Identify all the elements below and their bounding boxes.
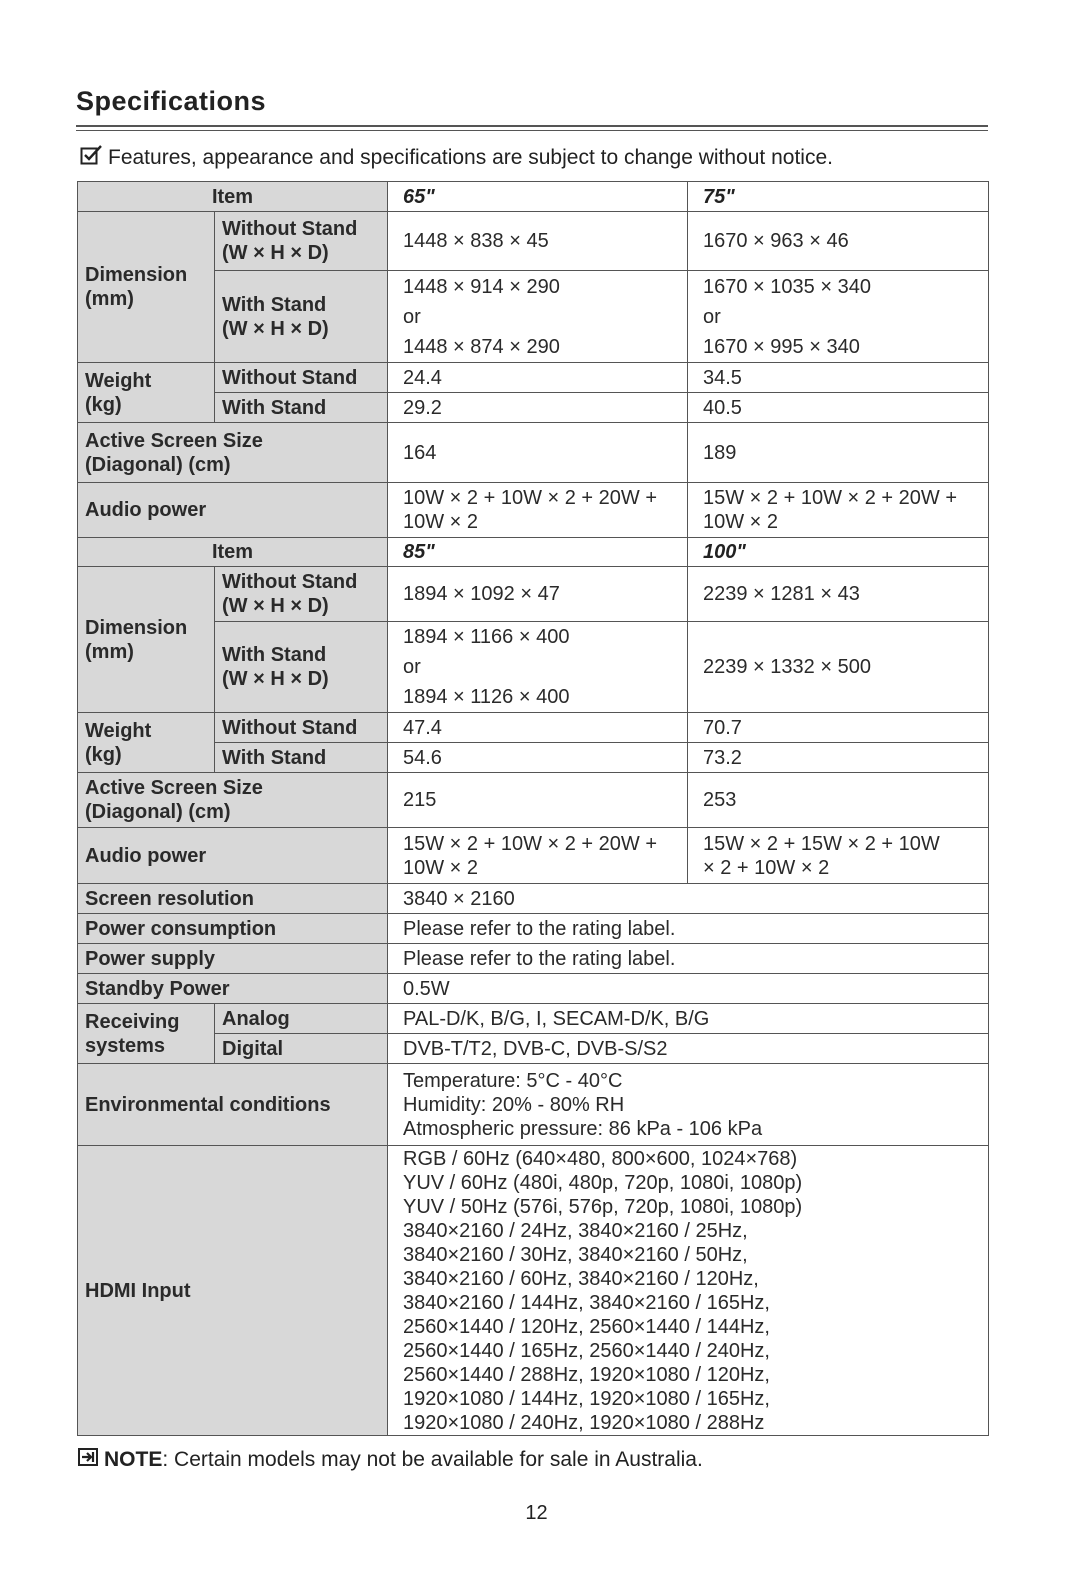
note-line [78, 1448, 703, 1472]
digital-value: DVB-T/T2, DVB-C, DVB-S/S2 [388, 1034, 989, 1064]
table-row [78, 538, 989, 567]
table-row [78, 944, 989, 974]
power-supply-label: Power supply [78, 944, 388, 974]
dim-with-65: 1448 × 914 × 290 or 1448 × 874 × 290 [388, 271, 688, 363]
hdmi-input-label: HDMI Input [78, 1146, 388, 1436]
dim-without-65: 1448 × 838 × 45 [388, 212, 688, 271]
table-row [78, 423, 989, 483]
audio-power-label: Audio power [78, 483, 388, 538]
weight-without-stand-label: Without Stand [215, 363, 388, 393]
dim-without-75: 1670 × 963 × 46 [688, 212, 989, 271]
screen-size-65: 164 [388, 423, 688, 483]
environmental-label: Environmental conditions [78, 1064, 388, 1146]
power-supply-value: Please refer to the rating label. [388, 944, 989, 974]
dim-with-100: 2239 × 1332 × 500 [688, 622, 989, 713]
audio-power-85: 15W × 2 + 10W × 2 + 20W + 10W × 2 [388, 828, 688, 884]
table-row [78, 363, 989, 393]
weight-without-100: 70.7 [688, 713, 989, 743]
model-100-header: 100" [688, 538, 989, 567]
screen-size-85: 215 [388, 773, 688, 828]
weight-label-2: Weight (kg) [78, 713, 215, 773]
audio-power-75: 15W × 2 + 10W × 2 + 20W + 10W × 2 [688, 483, 989, 538]
with-stand-label: With Stand (W × H × D) [215, 271, 388, 363]
dimension-label: Dimension (mm) [78, 212, 215, 363]
table-row [78, 743, 989, 773]
checkbox-pencil-icon [80, 144, 104, 172]
notice-line [80, 144, 833, 172]
screen-resolution-label: Screen resolution [78, 884, 388, 914]
hdmi-line: 3840×2160 / 30Hz, 3840×2160 / 50Hz, [403, 1243, 748, 1266]
hdmi-line: 3840×2160 / 24Hz, 3840×2160 / 25Hz, [403, 1219, 748, 1242]
model-85-header: 85" [388, 538, 688, 567]
without-stand-label: Without Stand (W × H × D) [215, 212, 388, 271]
model-65-header: 65" [388, 182, 688, 212]
weight-without-stand-label-2: Without Stand [215, 713, 388, 743]
table-row [78, 974, 989, 1004]
page-title: Specifications [76, 86, 267, 116]
item-header-2: Item [78, 538, 388, 567]
screen-size-100: 253 [688, 773, 989, 828]
dim-without-85: 1894 × 1092 × 47 [388, 567, 688, 622]
analog-label: Analog [215, 1004, 388, 1034]
dimension-label-2: Dimension (mm) [78, 567, 215, 713]
table-row [78, 773, 989, 828]
without-stand-label-2: Without Stand (W × H × D) [215, 567, 388, 622]
table-row [78, 622, 989, 713]
table-row [78, 713, 989, 743]
dim-with-85: 1894 × 1166 × 400 or 1894 × 1126 × 400 [388, 622, 688, 713]
table-row [78, 1034, 989, 1064]
table-row [78, 567, 989, 622]
weight-label: Weight (kg) [78, 363, 215, 423]
table-row [78, 1146, 989, 1436]
dim-without-100: 2239 × 1281 × 43 [688, 567, 989, 622]
weight-without-75: 34.5 [688, 363, 989, 393]
receiving-systems-label: Receiving systems [78, 1004, 215, 1064]
hdmi-line: YUV / 60Hz (480i, 480p, 720p, 1080i, 1080p) [403, 1171, 803, 1194]
digital-label: Digital [215, 1034, 388, 1064]
hdmi-input-value [388, 1146, 989, 1436]
table-row [78, 483, 989, 538]
audio-power-100: 15W × 2 + 15W × 2 + 10W × 2 + 10W × 2 [688, 828, 989, 884]
standby-power-label: Standby Power [78, 974, 388, 1004]
model-75-header: 75" [688, 182, 989, 212]
screen-resolution-value: 3840 × 2160 [388, 884, 989, 914]
power-consumption-value: Please refer to the rating label. [388, 914, 989, 944]
weight-without-85: 47.4 [388, 713, 688, 743]
screen-size-label: Active Screen Size (Diagonal) (cm) [78, 423, 388, 483]
weight-without-65: 24.4 [388, 363, 688, 393]
table-row [78, 1064, 989, 1146]
item-header: Item [78, 182, 388, 212]
analog-value: PAL-D/K, B/G, I, SECAM-D/K, B/G [388, 1004, 989, 1034]
weight-with-75: 40.5 [688, 393, 989, 423]
environmental-value: Temperature: 5°C - 40°C Humidity: 20% - 80% RH Atmospheric pressure: 86 kPa - 106 kPa [388, 1064, 989, 1146]
table-row [78, 393, 989, 423]
standby-power-value: 0.5W [388, 974, 989, 1004]
with-stand-label-2: With Stand (W × H × D) [215, 622, 388, 713]
hdmi-line: 1920×1080 / 240Hz, 1920×1080 / 288Hz [403, 1411, 765, 1434]
table-row [78, 271, 989, 363]
weight-with-stand-label-2: With Stand [215, 743, 388, 773]
hdmi-line: 3840×2160 / 60Hz, 3840×2160 / 120Hz, [403, 1267, 759, 1290]
weight-with-65: 29.2 [388, 393, 688, 423]
screen-size-label-2: Active Screen Size (Diagonal) (cm) [78, 773, 388, 828]
notice-text: Features, appearance and specifications are subject to change without notice. [108, 146, 833, 169]
hdmi-line: 2560×1440 / 120Hz, 2560×1440 / 144Hz, [403, 1315, 770, 1338]
weight-with-85: 54.6 [388, 743, 688, 773]
title-rule [76, 125, 988, 127]
hdmi-line: RGB / 60Hz (640×480, 800×600, 1024×768) [403, 1147, 798, 1170]
dim-with-75: 1670 × 1035 × 340 or 1670 × 995 × 340 [688, 271, 989, 363]
table-row [78, 212, 989, 271]
table-row [78, 828, 989, 884]
weight-with-stand-label: With Stand [215, 393, 388, 423]
spec-table [77, 181, 989, 1436]
note-text: NOTE: Certain models may not be available for sale in Australia. [104, 1448, 703, 1471]
hdmi-line: 2560×1440 / 165Hz, 2560×1440 / 240Hz, [403, 1339, 770, 1362]
screen-size-75: 189 [688, 423, 989, 483]
table-row [78, 884, 989, 914]
hdmi-line: 2560×1440 / 288Hz, 1920×1080 / 120Hz, [403, 1363, 770, 1386]
note-icon [78, 1448, 98, 1472]
power-consumption-label: Power consumption [78, 914, 388, 944]
table-row [78, 182, 989, 212]
table-row [78, 914, 989, 944]
hdmi-line: 3840×2160 / 144Hz, 3840×2160 / 165Hz, [403, 1291, 770, 1314]
hdmi-line: YUV / 50Hz (576i, 576p, 720p, 1080i, 1080p) [403, 1195, 803, 1218]
audio-power-label-2: Audio power [78, 828, 388, 884]
title-rule-thin [76, 130, 988, 131]
weight-with-100: 73.2 [688, 743, 989, 773]
audio-power-65: 10W × 2 + 10W × 2 + 20W + 10W × 2 [388, 483, 688, 538]
page-number: 12 [525, 1502, 548, 1524]
hdmi-line: 1920×1080 / 144Hz, 1920×1080 / 165Hz, [403, 1387, 770, 1410]
table-row [78, 1004, 989, 1034]
